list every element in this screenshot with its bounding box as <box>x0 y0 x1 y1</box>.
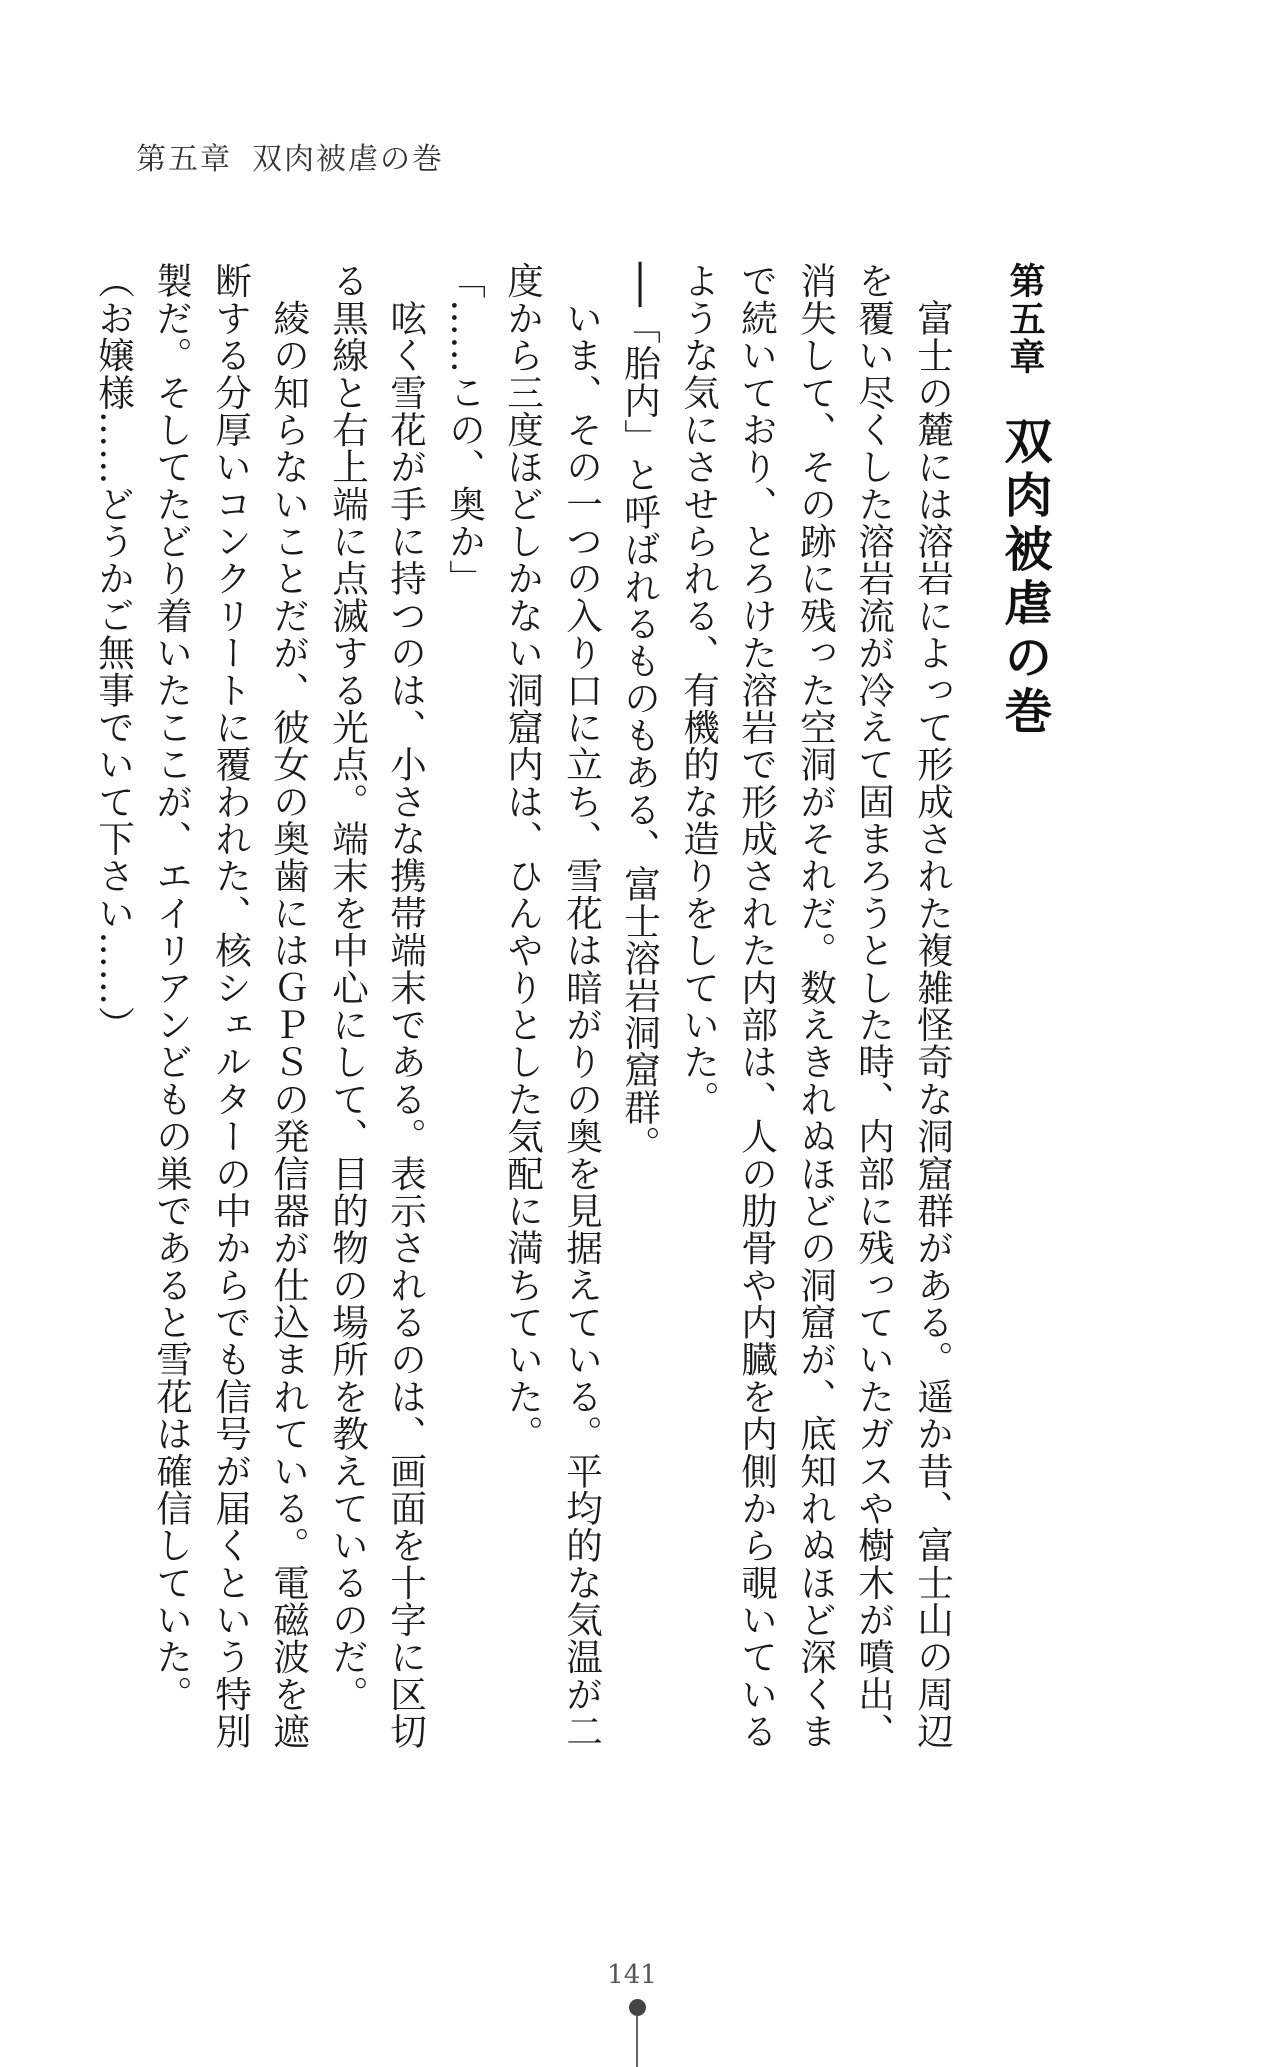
body-column: を覆い尽くした溶岩流が冷えて固まろうとした時、内部に残っていたガスや樹木が噴出、 <box>852 262 896 1750</box>
body-column: 度から三度ほどしかない洞窟内は、ひんやりとした気配に満ちていた。 <box>501 262 545 1453</box>
running-head-chapter-title: 双肉被虐の巻 <box>252 142 444 177</box>
body-column: ──「胎内」と呼ばれるものもある、富士溶岩洞窟群。 <box>618 262 662 1163</box>
folio-dot-ornament <box>629 1999 646 2016</box>
body-column: 消失して、その跡に残った空洞がそれだ。数えきれぬほどの洞窟が、底知れぬほど深くま <box>794 262 838 1750</box>
body-column: 呟く雪花が手に持つのは、小さな携帯端末である。表示されるのは、画面を十字に区切 <box>384 262 428 1750</box>
body-column: 綾の知らないことだが、彼女の奥歯にはＧＰＳの発信器が仕込まれている。電磁波を遮 <box>267 262 311 1750</box>
folio-line-ornament <box>636 2016 638 2067</box>
body-column: 富士の麓には溶岩によって形成された複雑怪奇な洞窟群がある。遥か昔、富士山の周辺 <box>911 262 955 1750</box>
body-column: 製だ。そしてたどり着いたここが、エイリアンどもの巣であると雪花は確信していた。 <box>150 262 194 1713</box>
body-column: 「……この、奥か」 <box>443 262 487 597</box>
body-column: る黒線と右上端に点滅する光点。端末を中心にして、目的物の場所を教えているのだ。 <box>326 262 370 1713</box>
chapter-heading-title: 双肉被虐の巻 <box>996 416 1052 740</box>
body-column: （お嬢様……どうかご無事でいて下さい……） <box>92 262 136 1043</box>
body-column: 断する分厚いコンクリートに覆われた、核シェルターの中からでも信号が届くという特別 <box>209 262 253 1750</box>
page-number: 141 <box>607 1960 657 1990</box>
body-column: ような気にさせられる、有機的な造りをしていた。 <box>677 262 721 1118</box>
chapter-heading <box>996 262 1052 740</box>
running-head <box>136 134 444 178</box>
chapter-heading-number: 第五章 <box>1004 262 1045 376</box>
body-column: いま、その一つの入り口に立ち、雪花は暗がりの奥を見据えている。平均的な気温が二 <box>560 262 604 1750</box>
body-column: で続いており、とろけた溶岩で形成された内部は、人の肋骨や内臓を内側から覗いている <box>735 262 779 1750</box>
running-head-chapter-number: 第五章 <box>136 142 232 177</box>
